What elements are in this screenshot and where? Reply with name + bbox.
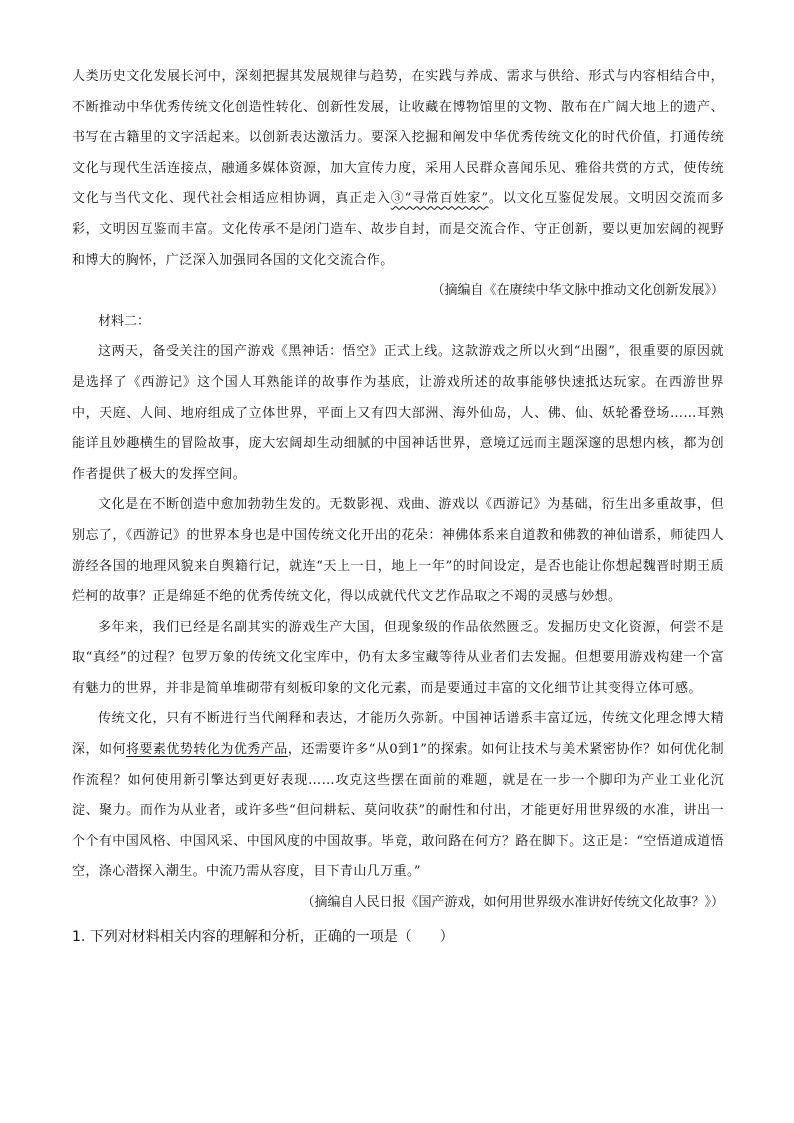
material2-p4-text-a: 传统文化，只有不断进行当代阐释和表达，才能历久弥新。中国神话谱系丰富辽远，传统文化理念博大精深，如何 xyxy=(72,711,724,758)
material2-paragraph-1: 这两天，备受关注的国产游戏《黑神话：悟空》正式上线。这款游戏之所以火到“出圈”，很重要的原因就是选择了《西游记》这个国人耳熟能详的故事作为基底，让游戏所述的故事能够快速抵达玩家。在西游世界中，天庭、人间、地府组成了立体世界，平面上又有四大部洲、海外仙岛，人、佛、仙、妖轮番登场……耳熟能详且妙趣横生的冒险故事，庞大宏阔却生动细腻的中国神话世界，意境辽远而主题深邃的思想内核，都为创作者提供了极大的发挥空间。 xyxy=(72,344,724,482)
question-1: 1. 下列对材料相关内容的理解和分析，正确的一项是（ ） xyxy=(72,928,454,945)
material2-paragraph-3: 多年来，我们已经是名副其实的游戏生产大国，但现象级的作品依然匮乏。发掘历史文化资源，何尝不是取“真经”的过程？包罗万象的传统文化宝库中，仍有太多宝藏等待从业者们去发掘。但想要用游戏构建一个富有魅力的世界，并非是简单堆砌带有刻板印象的文化元素，而是要通过丰富的文化细节让其变得立体可感。 xyxy=(72,619,724,696)
material1-text-b: 。以文化互鉴促发展。文明因交流而多彩，文明因互鉴而丰富。文化传承不是闭门造车、故步自封，而是交流合作、守正创新，要以更加宏阔的视野和博大的胸怀，广泛深入加强同各国的文化交流合作。 xyxy=(72,191,724,268)
marked-phrase-3: ③“寻常百姓家” xyxy=(390,191,489,207)
material2-p4-text-b: ，还需要许多“从0到1”的探索。如何让技术与美术紧密协作？如何优化制作流程？如何使用新引擎达到更好表现……攻克这些摆在面前的难题，就是在一步一个脚印为产业工业化沉淀、聚力。而作为从业者，或许多些“但问耕耘、莫问收获”的耐性和付出，才能更好用世界级的水准，讲出一个个有中国风格、中国风采、中国风度的中国故事。毕竟，敢问路在何方？路在脚下。这正是：“空悟道成道悟空，涤心潜探入潮生。中流乃需从容度，目下青山几万重。” xyxy=(72,742,724,880)
material1-paragraph xyxy=(72,62,724,276)
material2-label: 材料二： xyxy=(98,313,151,329)
underlined-phrase: 将要素优势转化为优秀产品 xyxy=(125,742,288,758)
document-body xyxy=(72,62,724,949)
material1-text-a: 人类历史文化发展长河中，深刻把握其发展规律与趋势，在实践与养成、需求与供给、形式与内容相结合中，不断推动中华优秀传统文化创造性转化、创新性发展，让收藏在博物馆里的文物、散布在广阔大地上的遗产、书写在古籍里的文字活起来。以创新表达激活力。要深入挖掘和阐发中华优秀传统文化的时代价值，打通传统文化与现代生活连接点，融通多媒体资源，加大宣传力度，采用人民群众喜闻乐见、雅俗共赏的方式，使传统文化与当代文化、现代社会相适应相协调，真正走入 xyxy=(72,69,724,207)
material2-source: （摘编自人民日报《国产游戏，如何用世界级水准讲好传统文化故事？》） xyxy=(301,895,724,911)
material2-paragraph-4 xyxy=(72,704,724,888)
material2-paragraph-2: 文化是在不断创造中愈加勃勃生发的。无数影视、戏曲、游戏以《西游记》为基础，衍生出多重故事，但别忘了，《西游记》的世界本身也是中国传统文化开出的花朵：神佛体系来自道教和佛教的神仙谱系，师徒四人游经各国的地理风貌来自舆籍行记，就连“天上一日，地上一年”的时间设定，是否也能让你想起魏晋时期王质烂柯的故事？正是绵延不绝的优秀传统文化，得以成就代代文艺作品取之不竭的灵感与妙想。 xyxy=(72,497,724,605)
material1-source: （摘编自《在赓续中华文脉中推动文化创新发展》） xyxy=(431,283,724,299)
